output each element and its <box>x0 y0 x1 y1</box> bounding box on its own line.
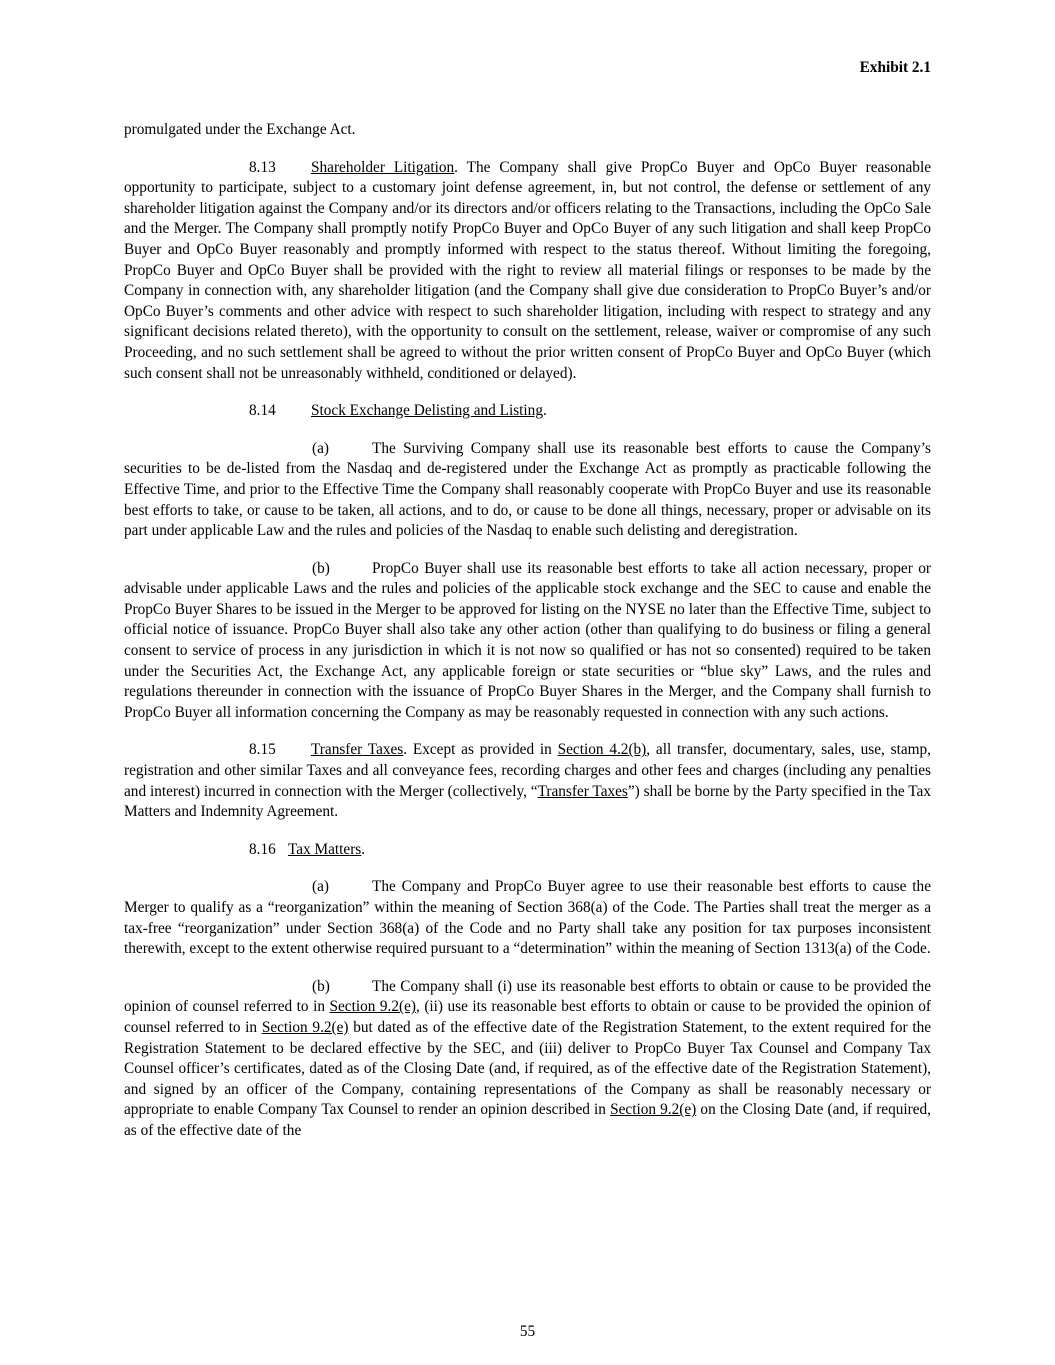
subsection-text: , (ii) use its reasonable best efforts to obtain or cause to be provided the opinion of counsel referred to in <box>124 998 931 1036</box>
subsection-label: (b) <box>312 977 330 995</box>
section-reference: Section 4.2(b) <box>557 741 647 759</box>
section-8-16-b <box>124 977 931 1142</box>
section-number: 8.14 <box>249 402 276 420</box>
section-8-15 <box>124 740 931 822</box>
section-text: , all transfer, documentary, sales, use, stamp, registration and other similar Taxes and all conveyance fees, recording charges and other fees and charges (including any penalties and interest) incurred in connection with the Merger (collectively, “ <box>124 741 931 800</box>
section-8-14-b <box>124 559 931 724</box>
subsection-text: The Company and PropCo Buyer agree to use their reasonable best efforts to cause the Merger to qualify as a “reorganization” within the meaning of Section 368(a) of the Code. The Parties shall treat the merger as a tax-free “reorganization” under Section 368(a) of the Code and no Party shall take any position for tax purposes inconsistent therewith, except to the extent otherwise required pursuant to a “determination” within the meaning of Section 1313(a) of the Code. <box>124 878 931 958</box>
section-number: 8.13 <box>249 158 276 176</box>
section-title: Shareholder Litigation <box>311 158 455 176</box>
defined-term: Transfer Taxes <box>537 782 628 800</box>
section-8-16 <box>124 840 931 861</box>
section-text: ”) shall be borne by the Party specified in the Tax Matters and Indemnity Agreement. <box>124 782 931 821</box>
section-8-14 <box>124 401 931 422</box>
subsection-text: but dated as of the effective date of the Registration Statement, to the extent required for the Registration Statement to be declared effective by the SEC, and (iii) deliver to PropCo Buyer Tax Counsel and Company Tax Counsel officer’s certificates, dated as of the Closing Date (and, if required, as of the effective date of the Registration Statement), and signed by an officer of the Company, containing representations of the Company as shall be reasonably necessary or appropriate to enable Company Tax Counsel to render an opinion described in <box>124 1018 932 1119</box>
section-reference: Section 9.2(e) <box>329 998 416 1016</box>
section-title-end: . <box>542 402 547 420</box>
section-8-14-a <box>124 439 931 542</box>
subsection-text: The Surviving Company shall use its reasonable best efforts to cause the Company’s securities to be de-listed from the Nasdaq and de-registered under the Exchange Act as promptly as practicable following the Effective Time, and prior to the Effective Time the Company shall reasonably cooperate with PropCo Buyer and use its reasonable best efforts to take, or cause to be taken, all actions, and to do, or cause to be done all things, necessary, proper or advisable on its part under applicable Law and the rules and policies of the Nasdaq to enable such delisting and deregistration. <box>124 439 931 540</box>
subsection-text: The Company shall (i) use its reasonable best efforts to obtain or cause to be provided the opinion of counsel referred to in <box>124 977 931 1016</box>
intro-paragraph <box>124 120 931 141</box>
subsection-label: (b) <box>312 559 330 577</box>
section-reference: Section 9.2(e) <box>610 1101 697 1119</box>
section-8-16-a <box>124 877 931 959</box>
subsection-label: (a) <box>312 878 329 896</box>
section-title-end: . <box>361 840 366 858</box>
section-number: 8.16 <box>249 840 276 858</box>
section-8-13 <box>124 158 931 385</box>
document-body <box>124 120 931 1159</box>
section-reference: Section 9.2(e) <box>261 1018 349 1036</box>
subsection-text: PropCo Buyer shall use its reasonable best efforts to take all action necessary, proper or advisable under applicable Laws and the rules and policies of the applicable stock exchange and the SEC to cause and enable the PropCo Buyer Shares to be issued in the Merger to be approved for listing on the NYSE no later than the Effective Time, subject to official notice of issuance. PropCo Buyer shall also take any other action (other than qualifying to do business or filing a general consent to service of process in any jurisdiction in which it is not now so qualified or has not so consented) required to be taken under the Securities Act, the Exchange Act, any applicable foreign or state securities or “blue sky” Laws, and the rules and regulations thereunder in connection with the issuance of PropCo Buyer Shares in the Merger, and the Company shall furnish to PropCo Buyer all information concerning the Company as may be reasonably requested in connection with any such actions. <box>124 559 931 721</box>
section-text: . The Company shall give PropCo Buyer and OpCo Buyer reasonable opportunity to participate, subject to a customary joint defense agreement, in, but not control, the defense or settlement of any shareholder litigation against the Company and/or its directors and/or officers relating to the Transactions, including the OpCo Sale and the Merger. The Company shall promptly notify PropCo Buyer and OpCo Buyer of any such litigation and shall keep PropCo Buyer and OpCo Buyer reasonably and promptly informed with respect to the status thereof. Without limiting the foregoing, PropCo Buyer and OpCo Buyer shall be provided with the right to review all material filings or responses to be made by the Company in connection with, any shareholder litigation (and the Company shall give due consideration to PropCo Buyer’s and/or OpCo Buyer’s comments and other advice with respect to such shareholder litigation, including with respect to strategy and any significant decisions related thereto), with the opportunity to consult on the settlement, release, waiver or compromise of any such Proceeding, and no such settlement shall be agreed to without the prior written consent of PropCo Buyer and OpCo Buyer (which such consent shall not be unreasonably withheld, conditioned or delayed). <box>124 158 931 382</box>
subsection-label: (a) <box>312 439 329 457</box>
exhibit-label: Exhibit 2.1 <box>859 59 931 76</box>
section-title: Tax Matters <box>288 840 362 858</box>
section-number: 8.15 <box>249 741 276 759</box>
subsection-text: on the Closing Date (and, if required, as of the effective date of the <box>124 1101 931 1139</box>
section-title: Transfer Taxes <box>311 741 404 759</box>
section-title: Stock Exchange Delisting and Listing <box>311 402 543 420</box>
page-number: 55 <box>519 1323 536 1340</box>
intro-text: promulgated under the Exchange Act. <box>124 121 356 138</box>
section-text: . Except as provided in <box>403 741 558 759</box>
